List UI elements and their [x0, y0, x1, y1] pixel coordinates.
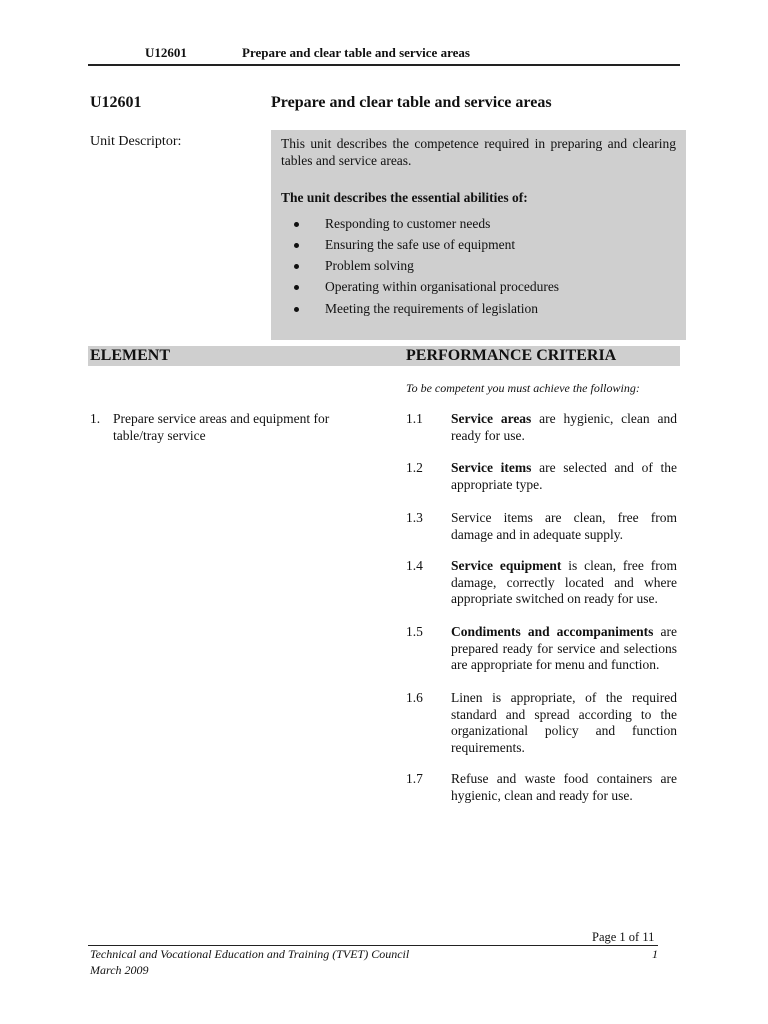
- running-header-code: U12601: [145, 45, 187, 60]
- abilities-list: [281, 216, 676, 318]
- criterion-number: 1.2: [406, 460, 423, 475]
- unit-code: U12601: [90, 94, 142, 111]
- footer-date: March 2009: [90, 963, 149, 977]
- element-column-header: ELEMENT: [90, 347, 171, 364]
- criterion-text: Linen is appropriate, of the required standard and spread according to the organizational policy and function requirements.: [451, 690, 677, 755]
- unit-descriptor-label: Unit Descriptor:: [90, 134, 182, 149]
- unit-title: Prepare and clear table and service areas: [271, 94, 552, 111]
- ability-item: Meeting the requirements of legislation: [325, 301, 676, 318]
- criterion-number: 1.3: [406, 510, 423, 525]
- descriptor-intro: This unit describes the competence required in preparing and clearing tables and service areas.: [281, 136, 676, 168]
- bullet-icon: [294, 264, 299, 269]
- criterion-text: Condiments and accompaniments are prepared ready for service and selections are appropriate for menu and function.: [451, 624, 677, 672]
- abilities-heading: The unit describes the essential abilities of:: [281, 190, 528, 205]
- footer-page-number: 1: [652, 947, 658, 961]
- criterion-number: 1.1: [406, 411, 423, 426]
- element-text: Prepare service areas and equipment for table/tray service: [113, 411, 330, 443]
- criterion-text: Service items are clean, free from damage and in adequate supply.: [451, 510, 677, 542]
- criterion-text: Refuse and waste food containers are hygienic, clean and ready for use.: [451, 771, 677, 803]
- running-header-title: Prepare and clear table and service areas: [242, 45, 470, 60]
- ability-item: Operating within organisational procedures: [325, 279, 676, 296]
- criterion-number: 1.6: [406, 690, 423, 705]
- bullet-icon: [294, 307, 299, 312]
- criterion-text: Service areas are hygienic, clean and ready for use.: [451, 411, 677, 443]
- ability-item: Problem solving: [325, 258, 676, 275]
- ability-item: Responding to customer needs: [325, 216, 676, 233]
- criterion-number: 1.4: [406, 558, 423, 573]
- page-label: Page 1 of 11: [592, 930, 655, 944]
- bullet-icon: [294, 243, 299, 248]
- unit-descriptor-box: [271, 130, 686, 340]
- criteria-column-header: PERFORMANCE CRITERIA: [406, 347, 617, 364]
- criterion-number: 1.5: [406, 624, 423, 639]
- bullet-icon: [294, 285, 299, 290]
- criteria-note: To be competent you must achieve the following:: [406, 381, 640, 395]
- criterion-text: Service equipment is clean, free from damage, correctly located and where appropriate switched on ready for use.: [451, 558, 677, 606]
- footer-org: Technical and Vocational Education and Training (TVET) Council: [90, 947, 410, 961]
- criterion-number: 1.7: [406, 771, 423, 786]
- footer-rule: [88, 945, 658, 946]
- element-number: 1.: [90, 411, 101, 426]
- criterion-text: Service items are selected and of the appropriate type.: [451, 460, 678, 492]
- bullet-icon: [294, 222, 299, 227]
- ability-item: Ensuring the safe use of equipment: [325, 237, 676, 254]
- header-rule: [88, 64, 680, 66]
